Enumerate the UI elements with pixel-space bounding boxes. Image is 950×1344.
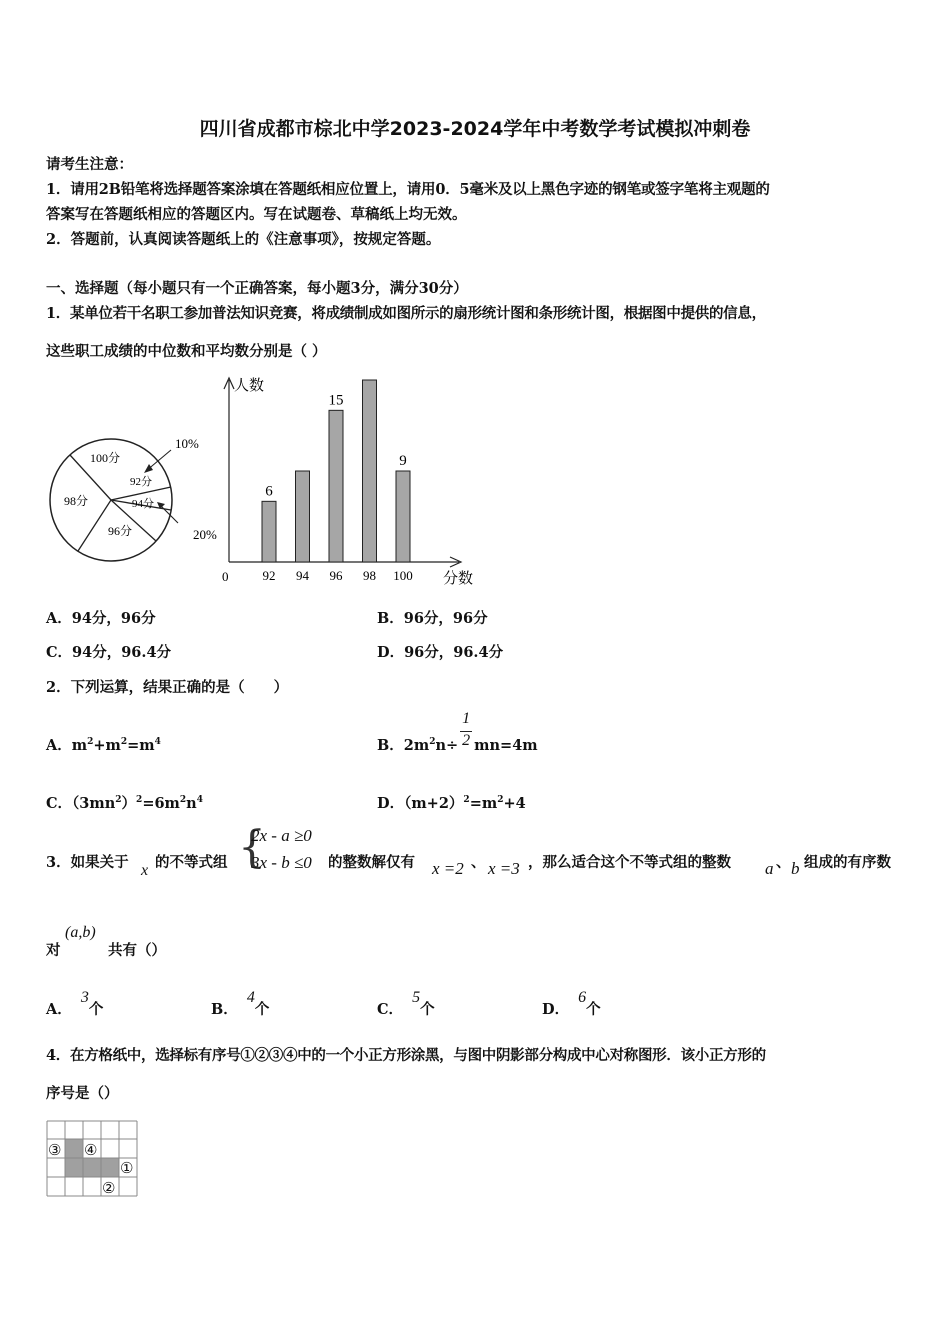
- x-tick-label: 96: [329, 568, 343, 583]
- q2-b-exp: 2: [429, 737, 436, 747]
- q2-option-c[interactable]: [46, 792, 203, 813]
- q2-b-pre: 2m: [403, 737, 430, 754]
- q2-a-m: m: [71, 737, 88, 754]
- q1-option-a[interactable]: A．94分，96分: [46, 610, 156, 627]
- shaded-cell: [65, 1158, 83, 1177]
- q3-c-number: 5: [412, 989, 421, 1006]
- bar-data-label: 15: [328, 392, 344, 409]
- shaded-cell: [101, 1158, 119, 1177]
- q2-d-rest: =m: [469, 795, 498, 812]
- pie-label-100: 100分: [90, 451, 121, 465]
- q2-a-exp: 4: [154, 737, 161, 747]
- q1-option-c[interactable]: C．94分，96.4分: [46, 644, 172, 661]
- page-title: 四川省成都市棕北中学2023-2024学年中考数学考试模拟冲刺卷: [199, 118, 751, 140]
- q3-a-unit: 个: [88, 1001, 104, 1018]
- grid-label-4: ④: [84, 1143, 98, 1159]
- q2-a-exp: 2: [87, 737, 94, 747]
- q3-b-number: 4: [246, 989, 255, 1006]
- q3-c-label: C．: [377, 1001, 404, 1018]
- shaded-cell: [65, 1139, 83, 1158]
- q4-stem-line-2: 序号是（）: [46, 1085, 119, 1102]
- q3-a-number: 3: [80, 989, 89, 1006]
- q2-b-post: mn=4m: [474, 737, 538, 754]
- q2-a-exp: 2: [120, 737, 128, 747]
- q2-a-plus: +m: [93, 737, 121, 754]
- q3-brace: {: [238, 822, 266, 873]
- notice-heading: 请考生注意：: [46, 156, 133, 173]
- q3-stem-pre: 3．如果关于: [46, 854, 129, 871]
- q2-c-exp: 2: [179, 795, 187, 805]
- bar-96: [329, 410, 343, 562]
- q2-option-d[interactable]: [377, 792, 526, 813]
- pie-label-98: 98分: [64, 494, 89, 508]
- q2-b-mid: n÷: [435, 737, 459, 754]
- pie-annotation-10pct: 10%: [175, 436, 199, 451]
- x-tick-label: 100: [393, 568, 413, 583]
- bar-data-label: 6: [265, 483, 273, 500]
- x-tick-label: 98: [363, 568, 376, 583]
- q3-c-unit: 个: [420, 1001, 435, 1018]
- q3-option-a[interactable]: [46, 989, 104, 1019]
- x-tick-label: 94: [296, 568, 309, 583]
- q3-d-unit: 个: [586, 1001, 601, 1018]
- pie-label-96: 96分: [108, 524, 133, 538]
- q2-b-fraction-numerator: 1: [462, 710, 471, 727]
- q3-stem-then: ，那么适合这个不等式组的整数: [528, 854, 731, 871]
- y-axis-label: 人数: [234, 378, 265, 394]
- q3-ordered-pair: (a,b): [65, 924, 96, 941]
- shaded-cell: [83, 1158, 101, 1177]
- bar-98: [363, 380, 377, 562]
- origin-label: 0: [222, 569, 229, 584]
- q2-c-open: （3mn: [72, 795, 116, 812]
- q2-b-fraction: [458, 710, 474, 750]
- bar-chart: [212, 372, 482, 588]
- q4-stem-line-1: 4．在方格纸中，选择标有序号①②③④中的一个小正方形涂黑，与图中阴影部分构成中心对称图形．该小正方形的: [46, 1047, 766, 1064]
- q3-sep: 、: [471, 854, 486, 871]
- q3-b-unit: 个: [254, 1001, 270, 1018]
- q3-line2-pre: 对: [46, 942, 61, 959]
- q2-b-prefix: B．: [377, 737, 404, 754]
- q2-c-n: n: [186, 795, 197, 812]
- notice-line-2: 答案写在答题纸相应的答题区内。写在试题卷、草稿纸上均无效。: [46, 206, 467, 223]
- q2-a-prefix: A．: [46, 737, 72, 754]
- bar-data-label: 9: [399, 453, 407, 469]
- q3-d-label: D．: [542, 1001, 570, 1018]
- q2-c-close: ）: [121, 795, 137, 812]
- grid-label-1: ①: [120, 1161, 134, 1177]
- q3-d-number: 6: [578, 989, 587, 1006]
- q3-and: 、: [776, 854, 791, 871]
- bar-100: [396, 471, 410, 562]
- q3-a-label: A．: [46, 1001, 72, 1018]
- q2-c-prefix: C．: [46, 795, 73, 812]
- grid-label-2: ②: [102, 1181, 116, 1197]
- q2-d-exp: 2: [463, 795, 470, 805]
- q3-solution-2: x =3: [488, 859, 520, 878]
- q3-inequality-2: 3x - b ≤0: [251, 853, 312, 872]
- pie-annotation-20pct: 20%: [193, 527, 217, 542]
- q2-b-fraction-denominator: 2: [462, 732, 471, 749]
- x-tick-label: 92: [262, 568, 276, 583]
- q3-stem-after: 的整数解仅有: [328, 854, 415, 871]
- q3-option-d[interactable]: [542, 989, 601, 1019]
- q3-stem-end: 组成的有序数: [804, 854, 891, 871]
- q2-c-exp: 2: [115, 795, 122, 805]
- q3-stem-mid: 的不等式组: [155, 854, 228, 871]
- bar-92: [262, 501, 276, 562]
- pie-chart: [48, 425, 238, 565]
- notice-line-1: 1．请用2B铅笔将选择题答案涂填在答题纸相应位置上，请用0．5毫米及以上黑色字迹的钢笔或签字笔将主观题的: [46, 181, 770, 198]
- q2-d-exp: 2: [497, 795, 504, 805]
- q2-c-rest: =6m: [142, 795, 180, 812]
- section-heading: 一、选择题（每小题只有一个正确答案，每小题3分，满分30分）: [46, 280, 468, 297]
- q3-line2-post: 共有（）: [108, 942, 166, 959]
- q1-stem-line-2: 这些职工成绩的中位数和平均数分别是（ ）: [46, 343, 327, 360]
- q2-d-open: （m+2）: [404, 795, 464, 812]
- q2-stem: 2．下列运算，结果正确的是（ ）: [46, 679, 289, 696]
- q2-option-a[interactable]: [46, 734, 161, 755]
- q3-b-label: B．: [211, 1001, 238, 1018]
- x-axis-label: 分数: [443, 571, 474, 587]
- q1-option-b[interactable]: B．96分，96分: [377, 610, 488, 627]
- q3-var-b: b: [791, 859, 800, 878]
- q3-option-b[interactable]: [211, 989, 270, 1019]
- pie-pointer-arrowhead: [144, 464, 153, 473]
- q1-stem-line-1: 1．某单位若干名职工参加普法知识竞赛，将成绩制成如图所示的扇形统计图和条形统计图，根据图中提供的信息，: [46, 305, 766, 322]
- q4-grid: [44, 1120, 140, 1202]
- grid-label-3: ③: [48, 1143, 62, 1159]
- pie-label-92: 92分: [130, 476, 152, 488]
- q3-solution-1: x =2: [432, 859, 464, 878]
- q2-c-exp: 2: [136, 795, 143, 805]
- bar-94: [296, 471, 310, 562]
- q3-inequality-1: 2x - a ≥0: [251, 826, 312, 845]
- q3-option-c[interactable]: [377, 989, 435, 1019]
- q2-c-exp: 4: [196, 795, 203, 805]
- q3-var-a: a: [765, 859, 774, 878]
- q2-option-b[interactable]: [377, 710, 538, 755]
- q1-option-d[interactable]: D．96分，96.4分: [377, 644, 504, 661]
- pie-label-94: 94分: [132, 498, 154, 510]
- q2-d-prefix: D．: [377, 795, 405, 812]
- q2-a-eq: =m: [127, 737, 155, 754]
- q3-var-x: x: [141, 862, 149, 879]
- notice-line-3: 2．答题前，认真阅读答题纸上的《注意事项》，按规定答题。: [46, 231, 441, 248]
- q2-d-tail: +4: [503, 795, 526, 812]
